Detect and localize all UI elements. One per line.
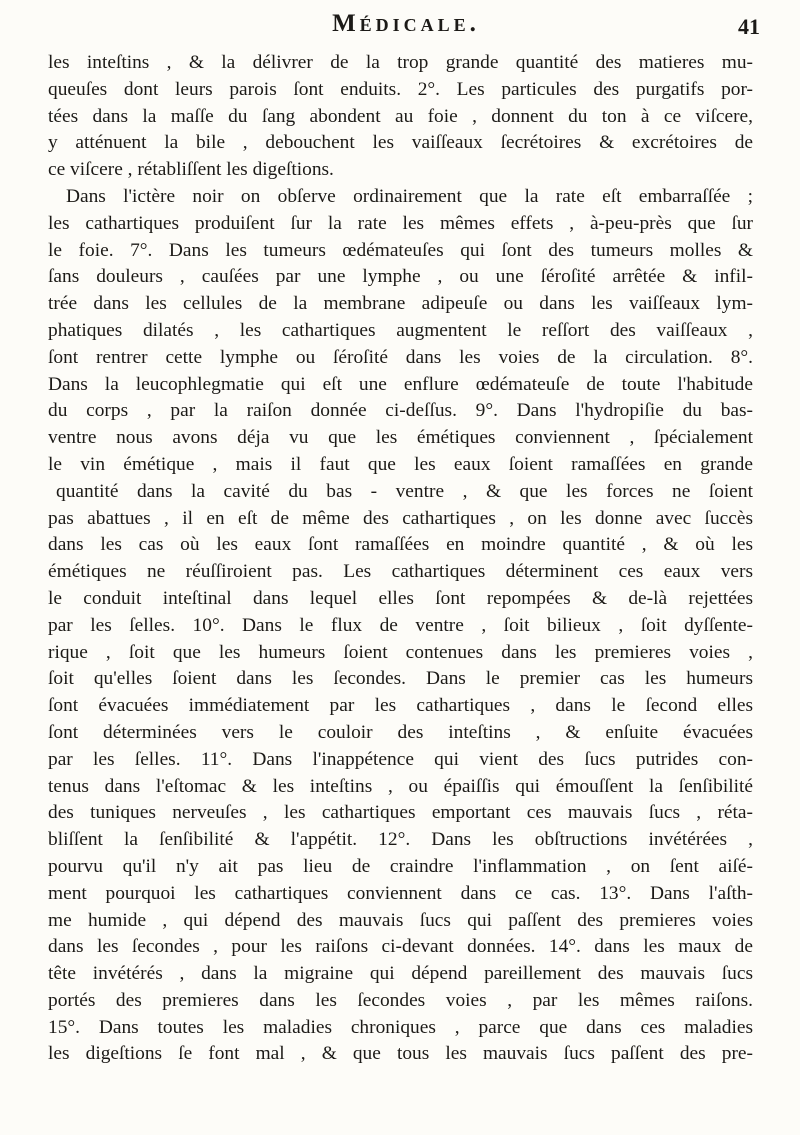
text-line: dans les cas où les eaux ſont ramaſſées en moindre quantité , & où les (48, 534, 753, 556)
text-line: dans les ſecondes , pour les raiſons ci-devant données. 14°. dans les maux de (48, 936, 753, 958)
text-line: Dans l'ictère noir on obſerve ordinairement que la rate eſt embarraſſée ; (66, 185, 753, 207)
text-line: ſans douleurs , cauſées par une lymphe , ou une ſéroſité arrêtée & infil- (48, 266, 753, 288)
text-line: ſont évacuées immédiatement par les cathartiques , dans le ſecond elles (48, 695, 753, 717)
text-line: ce viſcere , rétabliſſent les digeſtions. (48, 159, 334, 181)
text-line: y atténuent la bile , debouchent les vaiſſeaux ſecrétoires & excrétoires de (48, 132, 753, 154)
text-line: trée dans les cellules de la membrane adipeuſe ou dans les vaiſſeaux lym- (48, 293, 753, 315)
text-line: portés des premieres dans les ſecondes voies , par les mêmes raiſons. (48, 989, 753, 1011)
text-line: quantité dans la cavité du bas - ventre , & que les forces ne ſoient (56, 480, 753, 502)
text-line: pas abattues , il en eſt de même des cathartiques , on les donne avec ſuccès (48, 507, 753, 529)
text-line: Dans la leucophlegmatie qui eſt une enflure œdémateuſe de toute l'habitude (48, 373, 753, 395)
text-line: ſont rentrer cette lymphe ou ſéroſité dans les voies de la circulation. 8°. (48, 346, 753, 368)
text-line: me humide , qui dépend des mauvais ſucs qui paſſent des premieres voies (48, 909, 753, 931)
text-line: ventre nous avons déja vu que les émétiques conviennent , ſpécialement (48, 427, 753, 449)
text-line: du corps , par la raiſon donnée ci-deſſus. 9°. Dans l'hydropiſie du bas- (48, 400, 753, 422)
body-text (48, 50, 753, 1068)
page-number: 41 (738, 14, 760, 39)
text-line: le vin émétique , mais il faut que les eaux ſoient ramaſſées en grande (48, 453, 753, 475)
text-line: tenus dans l'eſtomac & les inteſtins , ou épaiſſis qui émouſſent la ſenſibilité (48, 775, 753, 797)
text-line: ment pourquoi les cathartiques conviennent dans ce cas. 13°. Dans l'aſth- (48, 882, 753, 904)
text-line: le conduit inteſtinal dans lequel elles ſont repompées & de-là rejettées (48, 587, 753, 609)
text-line: tées dans la maſſe du ſang abondent au foie , donnent du ton à ce viſcere, (48, 105, 753, 127)
page-header (52, 10, 760, 50)
running-head: Médicale. (332, 10, 480, 37)
text-line: par les ſelles. 11°. Dans l'inappétence qui vient des ſucs putrides con- (48, 748, 753, 770)
text-line: pourvu qu'il n'y ait pas lieu de craindre l'inflammation , on ſent aiſé- (48, 855, 753, 877)
text-line: ſont déterminées vers le couloir des inteſtins , & enſuite évacuées (48, 721, 753, 743)
text-line: queuſes dont leurs parois ſont enduits. 2°. Les particules des purgatifs por- (48, 78, 753, 100)
text-line: émétiques ne réuſſiroient pas. Les cathartiques déterminent ces eaux vers (48, 561, 753, 583)
text-line: des tuniques nerveuſes , les cathartiques emportant ces mauvais ſucs , réta- (48, 802, 753, 824)
text-line: phatiques dilatés , les cathartiques augmentent le reſſort des vaiſſeaux , (48, 319, 753, 341)
text-line: tête invétérés , dans la migraine qui dépend pareillement des mauvais ſucs (48, 963, 753, 985)
text-line: les digeſtions ſe font mal , & que tous les mauvais ſucs paſſent des pre- (48, 1043, 753, 1065)
text-line: les inteſtins , & la délivrer de la trop grande quantité des matieres mu- (48, 52, 753, 73)
text-line: ſoit qu'elles ſoient dans les ſecondes. Dans le premier cas les humeurs (48, 668, 753, 690)
text-line: rique , ſoit que les humeurs ſoient contenues dans les premieres voies , (48, 641, 753, 663)
text-line: bliſſent la ſenſibilité & l'appétit. 12°. Dans les obſtructions invétérées , (48, 829, 753, 851)
text-line: les cathartiques produiſent ſur la rate les mêmes effets , à-peu-près que ſur (48, 212, 753, 234)
text-line: le foie. 7°. Dans les tumeurs œdémateuſes qui ſont des tumeurs molles & (48, 239, 753, 261)
text-line: 15°. Dans toutes les maladies chroniques , parce que dans ces maladies (48, 1016, 753, 1038)
text-line: par les ſelles. 10°. Dans le flux de ventre , ſoit bilieux , ſoit dyſſente- (48, 614, 753, 636)
